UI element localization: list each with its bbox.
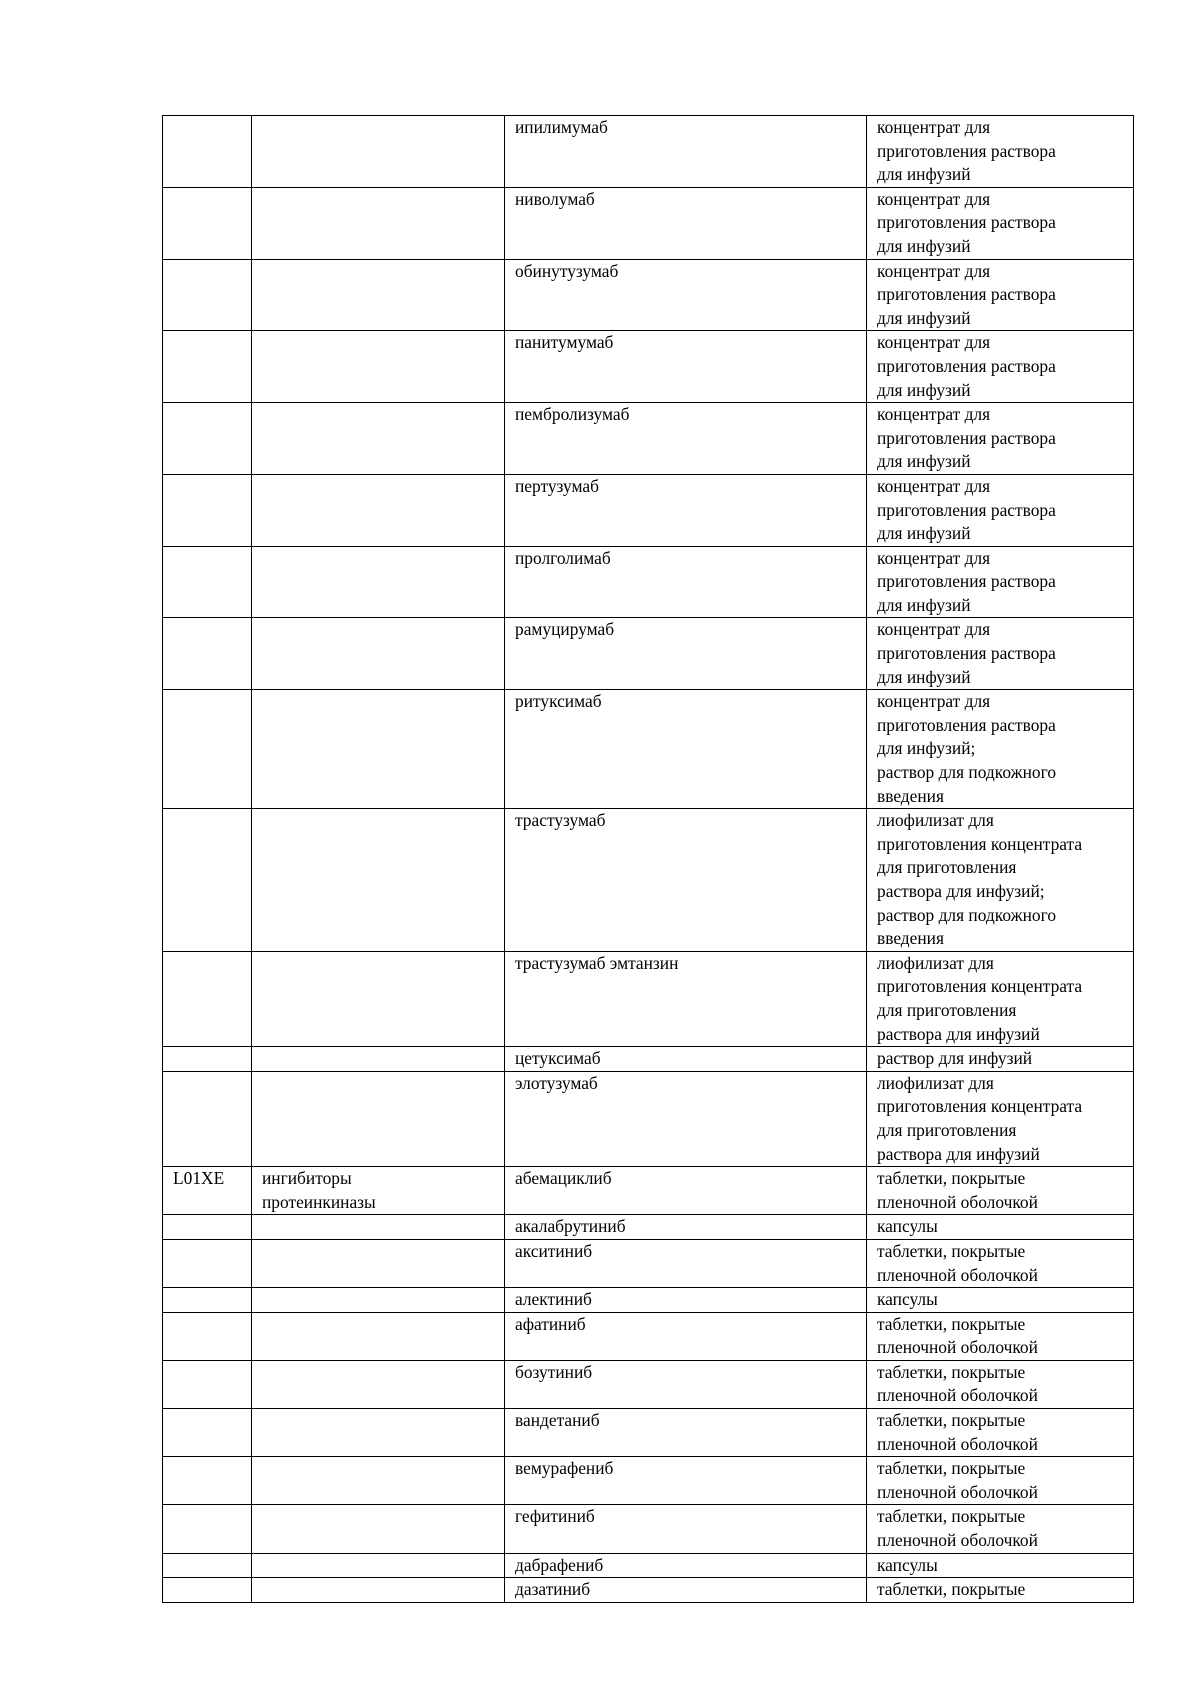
drug-name-cell: вандетаниб — [505, 1409, 867, 1457]
group-name-cell — [252, 1457, 505, 1505]
group-name-cell — [252, 331, 505, 403]
group-name-cell — [252, 546, 505, 618]
dosage-form-cell: концентрат для приготовления раствора для инфузий; раствор для подкожного введения — [867, 690, 1134, 809]
table-row — [163, 1409, 1134, 1457]
table-row — [163, 1215, 1134, 1240]
table-row — [163, 403, 1134, 475]
atc-code-cell — [163, 403, 252, 475]
atc-code-cell — [163, 618, 252, 690]
table-row — [163, 1167, 1134, 1215]
atc-code-cell — [163, 1578, 252, 1603]
atc-code-cell — [163, 1409, 252, 1457]
table-row — [163, 1457, 1134, 1505]
atc-code-cell — [163, 1553, 252, 1578]
dosage-form-cell: таблетки, покрытые пленочной оболочкой — [867, 1360, 1134, 1408]
group-name-cell — [252, 474, 505, 546]
group-name-cell — [252, 1047, 505, 1072]
table-row — [163, 1360, 1134, 1408]
dosage-form-cell: капсулы — [867, 1215, 1134, 1240]
dosage-form-cell: лиофилизат для приготовления концентрата для приготовления раствора для инфузий — [867, 1071, 1134, 1166]
atc-code-cell — [163, 809, 252, 952]
group-name-cell — [252, 1215, 505, 1240]
atc-code-cell — [163, 1047, 252, 1072]
dosage-form-cell: лиофилизат для приготовления концентрата для приготовления раствора для инфузий — [867, 951, 1134, 1046]
drug-table — [162, 115, 1134, 1603]
dosage-form-cell: лиофилизат для приготовления концентрата для приготовления раствора для инфузий; раствор для подкожного введения — [867, 809, 1134, 952]
atc-code-cell — [163, 1215, 252, 1240]
drug-name-cell: афатиниб — [505, 1312, 867, 1360]
drug-name-cell: трастузумаб эмтанзин — [505, 951, 867, 1046]
table-row — [163, 1312, 1134, 1360]
group-name-cell — [252, 1239, 505, 1287]
dosage-form-cell: концентрат для приготовления раствора для инфузий — [867, 331, 1134, 403]
table-row — [163, 474, 1134, 546]
table-row — [163, 331, 1134, 403]
atc-code-cell: L01XE — [163, 1167, 252, 1215]
group-name-cell — [252, 1071, 505, 1166]
table-row — [163, 618, 1134, 690]
drug-name-cell: бозутиниб — [505, 1360, 867, 1408]
drug-table-body — [163, 116, 1134, 1603]
drug-name-cell: вемурафениб — [505, 1457, 867, 1505]
atc-code-cell — [163, 1288, 252, 1313]
atc-code-cell — [163, 116, 252, 188]
table-row — [163, 116, 1134, 188]
atc-code-cell — [163, 331, 252, 403]
atc-code-cell — [163, 259, 252, 331]
group-name-cell — [252, 618, 505, 690]
drug-name-cell: ритуксимаб — [505, 690, 867, 809]
dosage-form-cell: таблетки, покрытые пленочной оболочкой — [867, 1312, 1134, 1360]
table-row — [163, 951, 1134, 1046]
group-name-cell — [252, 1409, 505, 1457]
dosage-form-cell: таблетки, покрытые пленочной оболочкой — [867, 1167, 1134, 1215]
atc-code-cell — [163, 187, 252, 259]
dosage-form-cell: капсулы — [867, 1553, 1134, 1578]
atc-code-cell — [163, 1360, 252, 1408]
drug-name-cell: панитумумаб — [505, 331, 867, 403]
dosage-form-cell: таблетки, покрытые пленочной оболочкой — [867, 1457, 1134, 1505]
atc-code-cell — [163, 690, 252, 809]
drug-name-cell: дабрафениб — [505, 1553, 867, 1578]
dosage-form-cell: таблетки, покрытые — [867, 1578, 1134, 1603]
atc-code-cell — [163, 1071, 252, 1166]
group-name-cell — [252, 259, 505, 331]
table-row — [163, 1553, 1134, 1578]
drug-name-cell: ниволумаб — [505, 187, 867, 259]
dosage-form-cell: концентрат для приготовления раствора для инфузий — [867, 546, 1134, 618]
table-row — [163, 1505, 1134, 1553]
drug-name-cell: элотузумаб — [505, 1071, 867, 1166]
drug-name-cell: ипилимумаб — [505, 116, 867, 188]
dosage-form-cell: таблетки, покрытые пленочной оболочкой — [867, 1409, 1134, 1457]
group-name-cell — [252, 690, 505, 809]
drug-name-cell: обинутузумаб — [505, 259, 867, 331]
drug-name-cell: акситиниб — [505, 1239, 867, 1287]
dosage-form-cell: концентрат для приготовления раствора для инфузий — [867, 474, 1134, 546]
atc-code-cell — [163, 951, 252, 1046]
group-name-cell — [252, 403, 505, 475]
atc-code-cell — [163, 546, 252, 618]
group-name-cell — [252, 809, 505, 952]
group-name-cell — [252, 1505, 505, 1553]
table-row — [163, 187, 1134, 259]
drug-name-cell: дазатиниб — [505, 1578, 867, 1603]
drug-name-cell: пертузумаб — [505, 474, 867, 546]
table-row — [163, 546, 1134, 618]
group-name-cell: ингибиторы протеинкиназы — [252, 1167, 505, 1215]
dosage-form-cell: концентрат для приготовления раствора для инфузий — [867, 116, 1134, 188]
dosage-form-cell: таблетки, покрытые пленочной оболочкой — [867, 1505, 1134, 1553]
drug-name-cell: трастузумаб — [505, 809, 867, 952]
drug-name-cell: акалабрутиниб — [505, 1215, 867, 1240]
group-name-cell — [252, 1312, 505, 1360]
atc-code-cell — [163, 1239, 252, 1287]
table-row — [163, 259, 1134, 331]
drug-name-cell: пролголимаб — [505, 546, 867, 618]
table-row — [163, 690, 1134, 809]
atc-code-cell — [163, 1505, 252, 1553]
drug-name-cell: цетуксимаб — [505, 1047, 867, 1072]
group-name-cell — [252, 1288, 505, 1313]
dosage-form-cell: концентрат для приготовления раствора для инфузий — [867, 187, 1134, 259]
drug-name-cell: гефитиниб — [505, 1505, 867, 1553]
table-row — [163, 1047, 1134, 1072]
group-name-cell — [252, 187, 505, 259]
dosage-form-cell: раствор для инфузий — [867, 1047, 1134, 1072]
dosage-form-cell: капсулы — [867, 1288, 1134, 1313]
group-name-cell — [252, 1553, 505, 1578]
atc-code-cell — [163, 1457, 252, 1505]
atc-code-cell — [163, 1312, 252, 1360]
dosage-form-cell: таблетки, покрытые пленочной оболочкой — [867, 1239, 1134, 1287]
table-row — [163, 809, 1134, 952]
group-name-cell — [252, 951, 505, 1046]
table-row — [163, 1071, 1134, 1166]
drug-name-cell: абемациклиб — [505, 1167, 867, 1215]
table-row — [163, 1578, 1134, 1603]
drug-name-cell: алектиниб — [505, 1288, 867, 1313]
group-name-cell — [252, 1578, 505, 1603]
group-name-cell — [252, 1360, 505, 1408]
dosage-form-cell: концентрат для приготовления раствора для инфузий — [867, 618, 1134, 690]
dosage-form-cell: концентрат для приготовления раствора для инфузий — [867, 403, 1134, 475]
table-row — [163, 1239, 1134, 1287]
atc-code-cell — [163, 474, 252, 546]
dosage-form-cell: концентрат для приготовления раствора для инфузий — [867, 259, 1134, 331]
drug-name-cell: пембролизумаб — [505, 403, 867, 475]
table-row — [163, 1288, 1134, 1313]
drug-name-cell: рамуцирумаб — [505, 618, 867, 690]
group-name-cell — [252, 116, 505, 188]
